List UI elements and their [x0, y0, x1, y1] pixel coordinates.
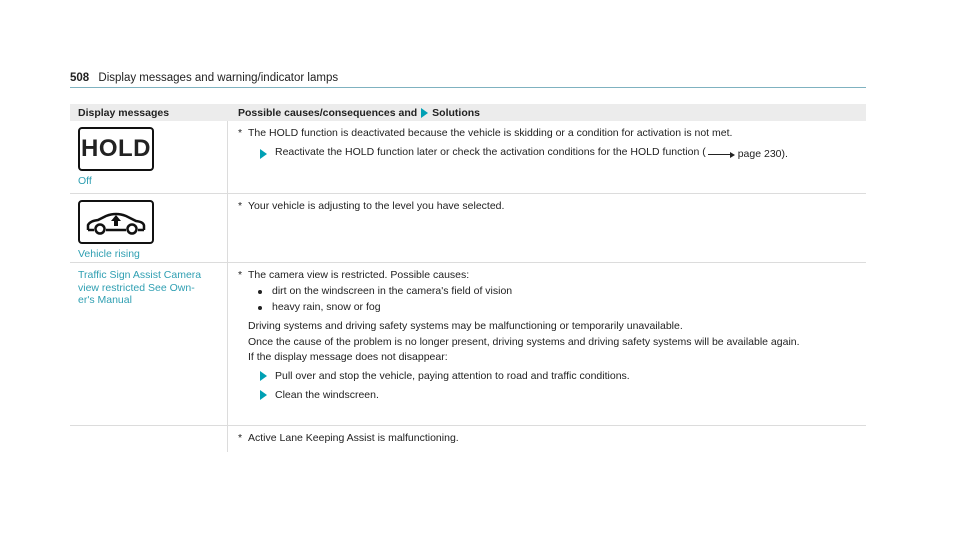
action-item: [260, 146, 858, 161]
table-header: [70, 104, 866, 121]
message-cell: [70, 426, 228, 452]
message-label: Traffic Sign Assist Camera view restricted See Own-er's Manual: [78, 269, 202, 306]
action-arrow-icon: [421, 108, 428, 118]
section-title: Display messages and warning/indicator lamps: [98, 72, 339, 84]
paragraph: Driving systems and driving safety systems may be malfunctioning or temporarily unavailable.: [248, 320, 683, 332]
table-row: [70, 263, 866, 426]
message-cell: [70, 194, 228, 262]
message-cell: [70, 121, 228, 193]
col-header-causes-text: Possible causes/consequences and: [238, 106, 418, 119]
bullet-text: dirt on the windscreen in the camera's field of vision: [272, 285, 513, 297]
page-reference-link[interactable]: [706, 148, 788, 161]
list-item: [258, 285, 858, 298]
cause-text: Active Lane Keeping Assist is malfunctioning.: [248, 432, 459, 444]
col-header-display-messages: Display messages: [78, 106, 170, 119]
page-reference-text: page 230).: [737, 148, 788, 160]
cause-cell: [228, 263, 866, 425]
list-item: [258, 301, 858, 314]
cause-text: Your vehicle is adjusting to the level you have selected.: [248, 200, 505, 212]
table-row: [70, 426, 866, 452]
header-divider: [70, 87, 866, 88]
bullet-icon: [258, 290, 262, 294]
message-label: Vehicle rising: [78, 248, 140, 260]
col-header-solutions-text: Solutions: [432, 106, 481, 119]
bullet-text: heavy rain, snow or fog: [272, 301, 381, 313]
cause-cell: [228, 194, 866, 262]
cause-line: [238, 127, 858, 140]
cause-cell: [228, 426, 866, 452]
star-icon: *: [238, 269, 243, 281]
paragraph: Once the cause of the problem is no longer present, driving systems and driving safety systems will be available again.: [248, 335, 800, 348]
star-icon: *: [238, 200, 243, 212]
cause-text: The HOLD function is deactivated because the vehicle is skidding or a condition for activation is not met.: [248, 127, 733, 139]
vehicle-rising-icon: [78, 200, 154, 244]
cause-text: The camera view is restricted. Possible causes:: [248, 269, 470, 281]
star-icon: *: [238, 127, 243, 139]
cause-line: [238, 200, 858, 213]
action-item: [260, 389, 858, 402]
page-header: [70, 72, 338, 84]
action-item: [260, 370, 858, 383]
cause-line: [238, 269, 858, 282]
action-text: [275, 146, 788, 161]
message-cell: [70, 263, 228, 425]
page-number: 508: [70, 72, 90, 84]
display-messages-table: [70, 104, 866, 452]
action-arrow-icon: [260, 371, 267, 381]
table-row: [70, 194, 866, 263]
bullet-icon: [258, 306, 262, 310]
col-header-causes: [228, 107, 866, 119]
action-text: Clean the windscreen.: [275, 388, 379, 401]
message-label: Off: [78, 175, 92, 187]
table-row: [70, 121, 866, 194]
hold-icon: HOLD: [78, 127, 154, 171]
action-text-body: Reactivate the HOLD function later or check the activation conditions for the HOLD function (: [275, 146, 706, 158]
cause-line: [238, 432, 858, 445]
action-arrow-icon: [260, 390, 267, 400]
reference-arrow-icon: [730, 152, 735, 158]
action-arrow-icon: [260, 149, 267, 159]
reference-line-icon: [708, 154, 730, 155]
paragraph: If the display message does not disappear:: [248, 351, 448, 363]
cause-cell: [228, 121, 866, 193]
star-icon: *: [238, 432, 243, 444]
action-text: Pull over and stop the vehicle, paying attention to road and traffic conditions.: [275, 369, 630, 382]
